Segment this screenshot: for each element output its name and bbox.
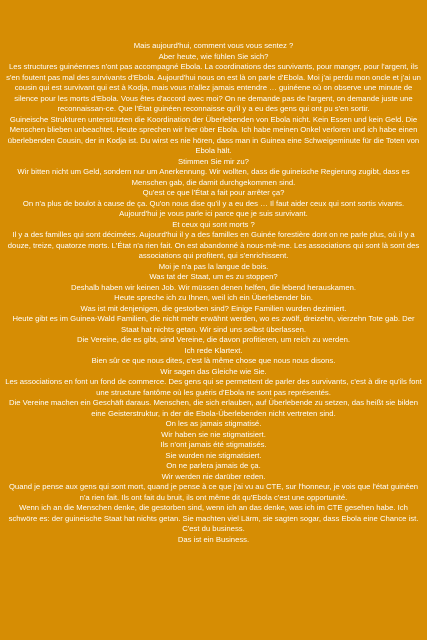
text-paragraph: Quand je pense aux gens qui sont mort, quand je pense à ce que j'ai vu au CTE, sur l'honneur, je vois que l'état guinéen n'a rien fait. Ils ont fait du bruit, ils ont même dit qu'Ebola c'est une opportunité.: [8, 482, 419, 502]
text-line: Das ist ein Business.: [177, 534, 250, 544]
text-line: Wir haben sie nie stigmatisiert.: [161, 429, 266, 439]
text-line: Stimmen Sie mir zu?: [178, 156, 249, 166]
text-line: Wir werden nie darüber reden.: [161, 471, 266, 481]
text-paragraph: Heute gibt es im Guinea-Wald Familien, die nicht mehr erwähnt werden, wo es zwölf, dreizehn, vierzehn Tote gab. Der Staat hat nichts getan. Wir sind uns selbst überlassen.: [12, 314, 415, 334]
text-paragraph: Les structures guinéennes n'ont pas accompagné Ebola. La coordinations des survivants, pour manger, pour l'argent, ils s'en foutent pas mal des survivants d'Ebola. Aujourd'hui nous on est là on parle d'Ebola. Moi j'ai perdu mon oncle et j'ai un cousin qui est survivant qui est à Kodja, mais vous n'allez jamais entendre … guinéene où on observe une minute de silence pour les morts d'Ebola. Vous êtes d'accord avec moi? On ne demande pas de l'argent, on demande juste une reconnaissan-ce. Que l'État guinéen reconnaisse qu'il y a eu des gens qui ont pu s'en sortir.: [6, 62, 421, 113]
question-line-de: Was tat der Staat, um es zu stoppen?: [149, 272, 278, 281]
text-line: Deshalb haben wir keinen Job. Wir müssen denen helfen, die lebend herauskamen.: [70, 282, 357, 292]
text-paragraph: Die Vereine machen ein Geschäft daraus. Menschen, die sich erlauben, auf Überlebende zu setzen, das heißt sie bilden eine Geisterstruktur, in der die Ebola-Überlebenden nicht vertreten sind.: [9, 398, 418, 418]
text-paragraph: Wenn ich an die Menschen denke, die gestorben sind, wenn ich an das denke, was ich im CTE gesehen habe. Ich schwöre es: der guineische Staat hat nichts getan. Sie machten viel Lärm, sie sagten sogar, dass Ebola eine Chance ist.: [8, 503, 419, 523]
text-paragraph: Les associations en font un fond de commerce. Des gens qui se permettent de parler des survivants, c'est à dire qu'ils font une structure fantôme où les guéris d'Ebola ne sont pas représentés.: [5, 377, 422, 397]
text-paragraph: Guineische Strukturen unterstützten die Koordination der Überlebenden von Ebola nicht. Kein Essen und kein Geld. Die Menschen blieben unbeachtet. Heute sprechen wir hier über Ebola. Ich habe meinen Onkel verloren und ich habe einen überlebenden Cousin, der in Kodja ist. Du wirst es nie hören, dass man in Guinea eine Schweigeminute für die Toten von Ebola hält.: [7, 114, 420, 155]
question-line-fr: Et ceux qui sont morts ?: [172, 219, 255, 229]
text-line: On les as jamais stigmatisé.: [165, 419, 262, 428]
text-line: Die Vereine, die es gibt, sind Vereine, die davon profitieren, um reich zu werden.: [76, 335, 351, 344]
text-line: Bien sûr ce que nous dites, c'est là même chose que nous nous disons.: [91, 356, 336, 365]
text-line: Was ist mit denjenigen, die gestorben sind? Einige Familien wurden dezimiert.: [80, 303, 347, 313]
question-line-de: Aber heute, wie fühlen Sie sich?: [158, 51, 269, 61]
text-line: Ich rede Klartext.: [184, 345, 243, 355]
question-line-fr: Mais aujourd'hui, comment vous vous sentez ?: [133, 41, 294, 50]
text-line: Wir sagen das Gleiche wie Sie.: [160, 366, 267, 376]
text-line: C'est du business.: [182, 524, 245, 533]
text-line: On ne parlera jamais de ça.: [166, 461, 261, 470]
text-line: Ils n'ont jamais été stigmatisés.: [160, 440, 267, 449]
text-line: Heute spreche ich zu Ihnen, weil ich ein Überlebender bin.: [114, 293, 313, 302]
text-line: Moi je n'a pas la langue de bois.: [158, 261, 269, 271]
text-paragraph: Wir bitten nicht um Geld, sondern nur um Anerkennung. Wir wollten, dass die guineische Regierung zugibt, dass es Menschen gab, die damit durchgekommen sind.: [17, 167, 410, 187]
text-line: Sie wurden nie stigmatisiert.: [165, 450, 262, 460]
question-line-fr: Qu'est ce que l'État a fait pour arrêter ça?: [142, 188, 285, 197]
text-paragraph: On n'a plus de boulot à cause de ça. Qu'on nous dise qu'il y a eu des … Il faut aider ceux qui sont sortis vivants. Aujourd'hui je vous parle ici parce que je suis survivant.: [22, 198, 405, 218]
text-paragraph: Il y a des familles qui sont décimées. Aujourd'hui il y a des familles en Guinée forestière dont on ne parle plus, où il y a douze, treize, quatorze morts. L'État n'a rien fait. On est abandonné à nous-mê-me. Les associations qui sont là sont des associations qui profitent, qui s'enrichissent.: [7, 230, 420, 260]
transcript-text: [0, 41, 427, 545]
